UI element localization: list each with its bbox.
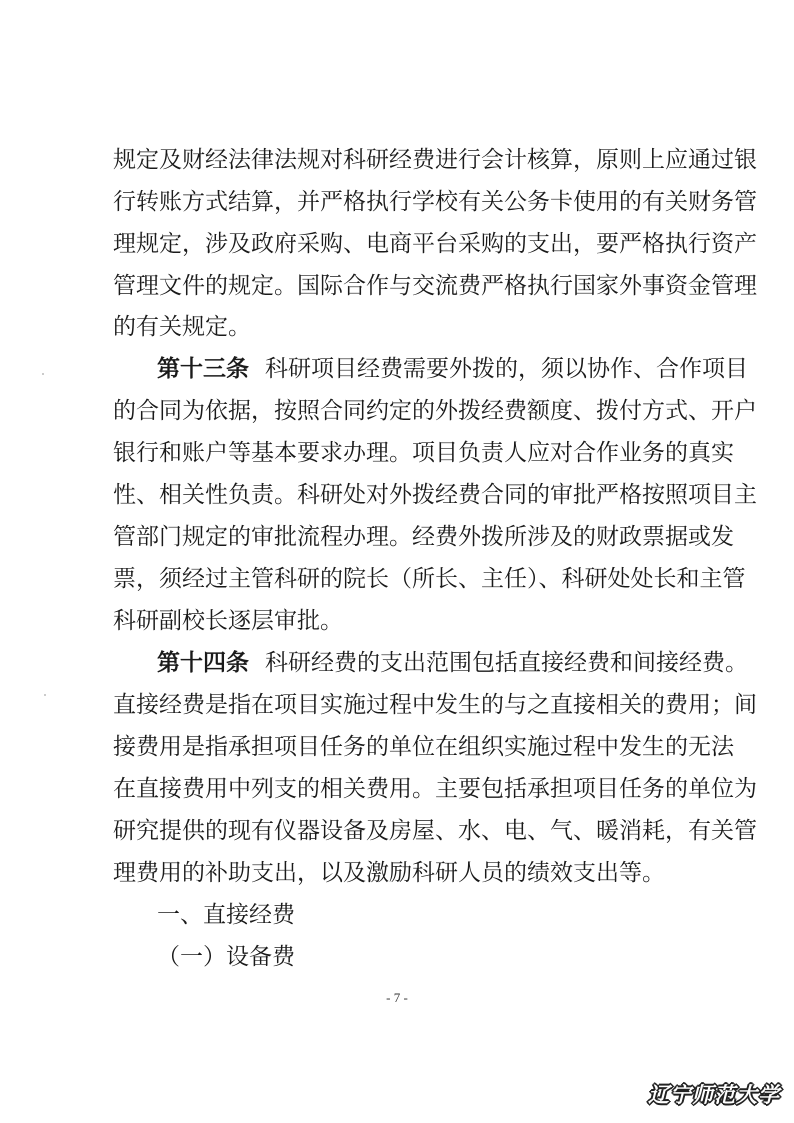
paragraph-line: 性、相关性负责。科研处对外拨经费合同的审批严格按照项目主 bbox=[113, 482, 757, 508]
paragraph-line: 理规定，涉及政府采购、电商平台采购的支出，要严格执行资产 bbox=[113, 231, 757, 257]
article-13-first-line bbox=[157, 349, 748, 389]
article-14-heading: 第十四条 bbox=[157, 649, 249, 676]
paragraph-line: 的有关规定。 bbox=[113, 314, 251, 340]
scan-speck bbox=[42, 373, 44, 375]
scan-speck bbox=[44, 694, 46, 696]
paragraph-line: 科研副校长逐层审批。 bbox=[113, 608, 343, 634]
paragraph-line: 在直接费用中列支的相关费用。主要包括承担项目任务的单位为 bbox=[113, 776, 757, 802]
paragraph-line: 理费用的补助支出，以及激励科研人员的绩效支出等。 bbox=[113, 860, 665, 886]
paragraph-line: 接费用是指承担项目任务的单位在组织实施过程中发生的无法 bbox=[113, 734, 734, 760]
section-heading: 一、直接经费 bbox=[157, 902, 295, 928]
paragraph-line: 银行和账户等基本要求办理。项目负责人应对合作业务的真实 bbox=[113, 440, 734, 466]
article-13-lead: 科研项目经费需要外拨的，须以协作、合作项目 bbox=[265, 356, 748, 382]
subsection-heading: （一）设备费 bbox=[157, 944, 295, 970]
article-13-heading: 第十三条 bbox=[157, 355, 249, 382]
paragraph-line: 研究提供的现有仪器设备及房屋、水、电、气、暖消耗，有关管 bbox=[113, 818, 757, 844]
article-14-first-line bbox=[157, 643, 748, 683]
university-watermark: 辽宁师范大学 bbox=[648, 1083, 780, 1107]
page-number: - 7 - bbox=[386, 990, 408, 1005]
paragraph-line: 直接经费是指在项目实施过程中发生的与之直接相关的费用；间 bbox=[113, 692, 757, 718]
paragraph-line: 行转账方式结算，并严格执行学校有关公务卡使用的有关财务管 bbox=[113, 189, 757, 215]
paragraph-line: 的合同为依据，按照合同约定的外拨经费额度、拨付方式、开户 bbox=[113, 398, 757, 424]
paragraph-line: 规定及财经法律法规对科研经费进行会计核算，原则上应通过银 bbox=[113, 147, 757, 173]
paragraph-line: 管理文件的规定。国际合作与交流费严格执行国家外事资金管理 bbox=[113, 273, 757, 299]
paragraph-line: 票，须经过主管科研的院长（所长、主任）、科研处处长和主管 bbox=[113, 566, 746, 592]
paragraph-line: 管部门规定的审批流程办理。经费外拨所涉及的财政票据或发 bbox=[113, 524, 734, 550]
article-14-lead: 科研经费的支出范围包括直接经费和间接经费。 bbox=[265, 650, 748, 676]
